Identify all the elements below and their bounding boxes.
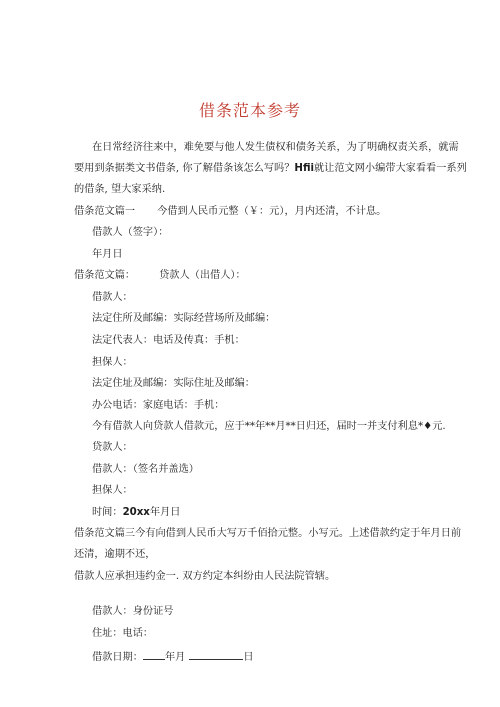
sample2-legal-address2: 法定住址及邮编：实际住址及邮编：	[92, 378, 255, 389]
sample2-lender2: 贷款人：	[92, 442, 133, 453]
sample3-line-3: 借款人应承担违约金一. 双方约定本纠纷由人民法院管辖。	[74, 571, 336, 582]
footer-date-label: 借款日期：	[92, 652, 143, 663]
footer-date	[92, 649, 254, 665]
time-suffix: 年月日	[149, 507, 181, 518]
sample1-date: 年月日	[92, 249, 123, 260]
intro-line-2b: Hfii	[294, 163, 314, 174]
time-value: 20xx	[122, 507, 150, 518]
time-label: 时间：	[92, 507, 123, 518]
sample2-phones: 办公电话：家庭电话：手机：	[92, 400, 225, 411]
footer-address-phone: 住址：电话：	[92, 628, 154, 639]
sample2-borrower: 借款人：	[92, 292, 133, 303]
sample1-line	[74, 205, 386, 219]
sample2-legal-rep: 法定代表人：电话及传真：手机：	[92, 335, 245, 346]
intro-line-1: 在日常经济往来中，难免要与他人发生债权和债务关系，为了明确权责关系，就需	[92, 142, 459, 153]
sample2-line	[74, 269, 246, 283]
intro-line-3: 的借条, 望大家采纳.	[74, 184, 166, 195]
blank-day	[189, 649, 243, 660]
sample2-legal-address: 法定住所及邮编：实际经营场所及邮编：	[92, 313, 276, 324]
document-title: 借条范本参考	[198, 101, 301, 120]
sample2-lender: 贷款人（出借人）：	[159, 270, 246, 281]
sample2-guarantor2: 担保人：	[92, 485, 133, 496]
sample1-text: 今借到人民币元整（￥：元），月内还清，不计息。	[157, 206, 387, 217]
footer-day: 日	[243, 652, 254, 663]
intro-line-2	[74, 162, 467, 176]
sample2-statement: 今有借款人向贷款人借款元，应于**年**月**日归还，届时一并支付利息*♦元.	[92, 421, 446, 432]
sample2-borrower-sign: 借款人：（签名并盖选）	[92, 464, 199, 475]
blank-year	[143, 649, 165, 660]
sample2-guarantor: 担保人：	[92, 357, 133, 368]
sample3-line-1: 借条范文篇三今有向借到人民币大写万千佰拾元整。小写元。上述借款约定于年月日前	[74, 528, 462, 539]
sample3-line-2: 还清，逾期不还，	[74, 549, 156, 560]
intro-line-2c: 就让范文网小编带大家看看一系列	[314, 163, 467, 174]
intro-line-2a: 要用到条据类文书借条, 你了解借条该怎么写吗？	[74, 163, 295, 174]
sample1-borrower-sign: 借款人（签字）：	[92, 227, 169, 238]
sample2-heading: 借条范文篇：	[74, 270, 136, 281]
footer-month: 年月	[164, 652, 186, 663]
sample2-time	[92, 506, 180, 520]
footer-borrower-id: 借款人：身份证号	[92, 606, 174, 617]
sample1-heading: 借条范文篇一	[74, 206, 136, 217]
